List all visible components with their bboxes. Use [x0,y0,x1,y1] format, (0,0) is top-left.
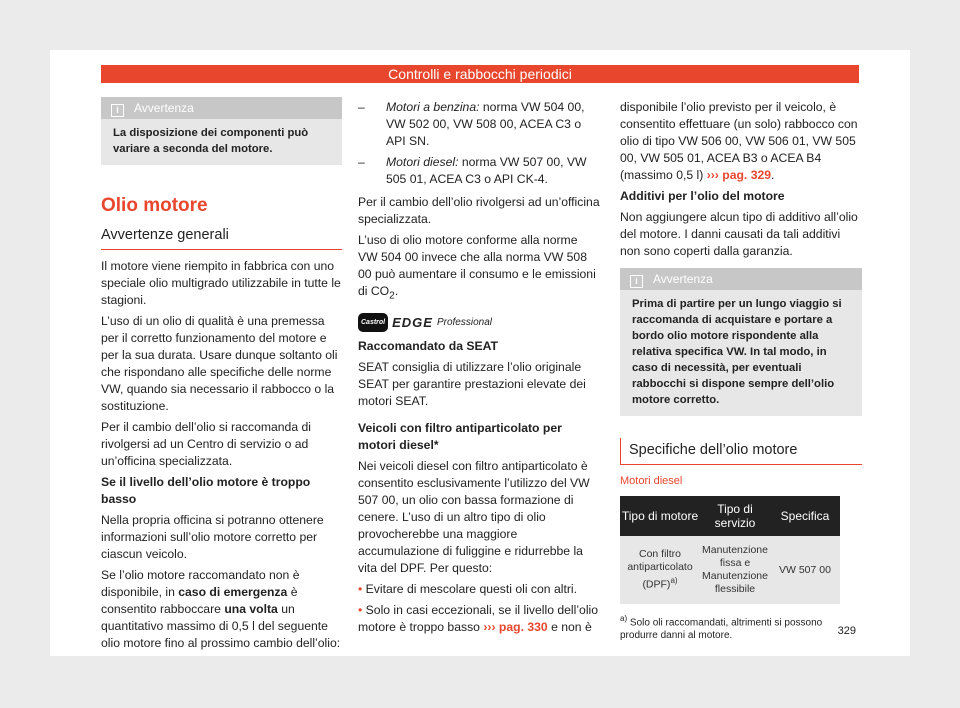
note-title: Avvertenza [653,272,713,286]
column-right [620,99,862,642]
info-icon: i [630,275,643,288]
paragraph: Se l’olio motore raccomandato non è disponibile, in caso di emergenza è consentito rabboccare una volta un quantitativo massimo di 0,5 l del seguente olio motore fino al prossimo cambio dell’olio: [101,568,341,650]
column-middle [358,99,600,640]
bullet-item: • Solo in casi eccezionali, se il livello dell’olio motore è troppo basso ››› pag. 330 e non è [358,603,599,635]
note-text: La disposizione dei componenti può variare a seconda del motore. [113,127,309,155]
note-box [101,97,342,165]
subsection-title: Avvertenze generali [101,225,342,250]
note-title: Avvertenza [134,101,194,115]
note-header [101,97,342,119]
paragraph: Non aggiungere alcun tipo di additivo all’olio del motore. I danni causati da tali additivi non sono coperti dalla garanzia. [620,210,858,258]
section-title: Olio motore [101,195,208,216]
spec-title: Specifiche dell’olio motore [629,442,798,458]
list-item: – Motori diesel: norma VW 507 00, VW 505 01, ACEA C3 o API CK-4. [358,155,587,186]
page-number: 329 [837,625,856,637]
paragraph: Il motore viene riempito in fabbrica con uno speciale olio multigrado utilizzabile in tutte le stagioni. [101,259,341,307]
table-header: Specifica [770,496,840,536]
paragraph: L’uso di un olio di qualità è una premessa per il corretto funzionamento del motore e per la sua durata. Usare dunque soltanto oli che rispondano alle specifiche delle norme VW, quando sia necessario il rabbocco o la sostituzione. [101,314,338,413]
column-left [101,97,342,656]
paragraph: L’uso di olio motore conforme alla norme VW 504 00 invece che alla norma VW 508 00 può aumentare il consumo e le emissioni di $CO_2$. [358,233,596,302]
table-cell: Con filtro antiparticolato (DPF)$^{a)}$ [620,536,700,604]
paragraph: Per il cambio dell’olio si raccomanda di rivolgersi ad un Centro di servizio o ad un’officina specializzata. [101,420,311,468]
paragraph: Nei veicoli diesel con filtro antiparticolato è consentito esclusivamente l’utilizzo del VW 507 00, un olio con bassa formazione di cenere. L’uso di un altro tipo di olio provocherebbe una maggiore accumulazione di fuliggine e ridurrebbe la vita del DPF. Per questo: [358,459,590,576]
list-item: – Motori a benzina: norma VW 504 00, VW 502 00, VW 508 00, ACEA C3 o API SN. [358,100,585,148]
info-icon: i [111,104,124,117]
heading-low-oil: Se il livello dell’olio motore è troppo basso [101,475,311,506]
additivi-title: Additivi per l’olio del motore [620,189,785,203]
paragraph: disponibile l’olio previsto per il veicolo, è consentito effettuare (un solo) rabbocco con olio di tipo VW 506 00, VW 506 01, VW 505 00, VW 505 01, ACEA B3 o ACEA B4 (massimo 0,5 l) ››› pag. 329. [620,100,858,182]
footnote: $^{a)}$ Solo oli raccomandati, altrimenti si possono produrre danni al motore. [620,614,823,642]
note-text: Prima di partire per un lungo viaggio si raccomanda di acquistare e portare a bordo olio motore rispondente alla relativa specifica VW. In tal modo, in caso di necessità, per eventuali rabbocchi si dispone sempre dell’olio motore corretto. [632,298,842,406]
spec-title-wrap [620,438,862,465]
table-header: Tipo di motore [620,496,700,536]
note-header [620,268,862,290]
table-row [620,536,840,604]
page-header: Controlli e rabbocchi periodici [101,65,859,83]
paragraph: SEAT consiglia di utilizzare l’olio originale SEAT per garantire prestazioni elevate dei motori SEAT. [358,360,586,409]
page-link[interactable]: ››› pag. 330 [483,620,548,635]
spec-table [620,496,840,604]
manual-page [50,50,910,656]
table-header: Tipo di servizio [700,496,770,536]
paragraph: Per il cambio dell’olio rivolgersi ad un’officina specializzata. [358,195,600,226]
table-cell: VW 507 00 [770,536,840,604]
bullet-item: • Evitare di mescolare questi oli con altri. [358,582,577,597]
paragraph: Nella propria officina si potranno ottenere informazioni sull’olio motore corretto per ciascun veicolo. [101,513,324,561]
note-box [620,268,862,416]
page-link[interactable]: ››› pag. 329 [706,168,772,182]
dpf-title: Veicoli con filtro antiparticolato per motori diesel* [358,421,562,453]
castrol-edge-logo: Castrol EDGE Professional [358,314,600,330]
recommended-title: Raccomandato da SEAT [358,339,498,354]
table-caption: Motori diesel [620,475,683,487]
table-cell: Manutenzione fissa e Manutenzione flessibile [700,536,770,604]
